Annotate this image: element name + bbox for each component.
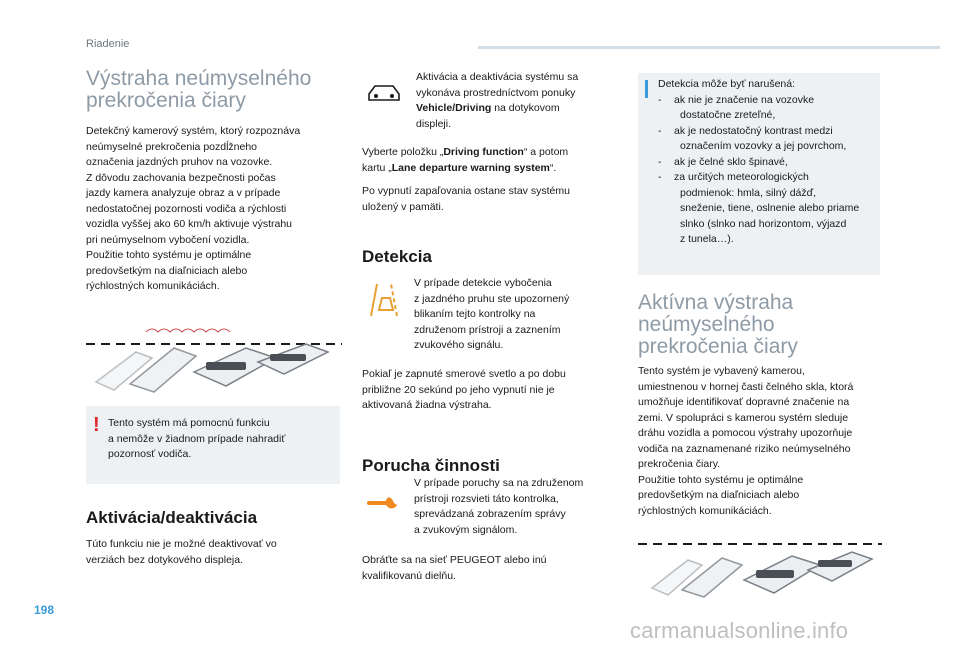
instruction-text: “ a potom (523, 146, 569, 158)
section-title-line: prekročenia čiary (638, 335, 798, 358)
activation-heading: Aktivácia/deaktivácia (86, 508, 258, 527)
col1-title (86, 68, 311, 112)
note-line: Aktivácia a deaktivácia systému sa (416, 71, 579, 83)
body-line: pri neúmyselnom vybočení vozidla. (86, 233, 250, 246)
lane-departure-illustration (86, 322, 342, 400)
exclamation-icon: ! (93, 414, 100, 436)
list-item (644, 170, 859, 248)
body-line: uložený v pamäti. (362, 200, 444, 213)
col3-title (638, 292, 798, 358)
body-line: Po vypnutí zapaľovania ostane stav systému (362, 185, 570, 197)
body-line: neúmyselné prekročenia pozdĺžneho (86, 140, 258, 153)
instruction-text: Vyberte položku „ (362, 146, 444, 158)
list-line: slnko (slnko nad horizontom, výjazd (680, 217, 847, 230)
header-divider (478, 46, 940, 49)
instruction-text: kartu „ (362, 161, 392, 174)
body-line: umožňuje identifikovať dopravné značenie na (638, 396, 850, 408)
tab-name: Lane departure warning system (391, 161, 550, 174)
detection-heading: Detekcia (362, 247, 432, 266)
body-line: približne 20 sekúnd po jeho vypnutí nie je (362, 383, 555, 396)
body-line: jazdy kamera analyzuje obraz a v prípade (86, 187, 281, 199)
col3-body (638, 364, 853, 519)
list-line: - ak je čelné sklo špinavé, (674, 155, 788, 168)
wrench-icon (367, 494, 401, 512)
warning-line: pozornosť vodiča. (108, 448, 192, 460)
select-instruction (362, 145, 568, 176)
list-line: - ak nie je značenie na vozovke (674, 93, 815, 106)
steering-wheel-icon (367, 82, 401, 102)
info-content (658, 77, 859, 248)
body-line: Túto funkciu nie je možné deaktivovať vo (86, 538, 277, 550)
lane-departure-icon (367, 282, 401, 318)
list-item (644, 93, 859, 124)
instruction-line (362, 145, 568, 161)
note-line: displeji. (416, 117, 452, 130)
body-line: prekročenia čiary. (638, 458, 721, 470)
section-title-line: Aktívna výstraha (638, 291, 794, 314)
instruction-text: “. (549, 161, 557, 174)
list-line: označením vozovky a jej povrchom, (680, 140, 847, 152)
instruction-line (362, 161, 568, 177)
list-line: - ak je nedostatočný kontrast medzi (674, 124, 833, 137)
warning-line: a nemôže v žiadnom prípade nahradiť (108, 432, 286, 445)
section-label: Riadenie (86, 38, 130, 50)
contact-text (362, 553, 547, 584)
fault-heading: Porucha činnosti (362, 456, 500, 475)
activation-text (86, 537, 277, 568)
list-line: - za určitých meteorologických (674, 171, 809, 183)
lane-departure-illustration-active (612, 530, 882, 600)
note-line (416, 101, 578, 117)
list-line: dostatočne zreteľné, (680, 109, 776, 121)
watermark: carmanualsonline.info (630, 618, 849, 643)
body-line: Detekčný kamerový systém, ktorý rozpoznáva (86, 125, 301, 137)
list-item (644, 155, 859, 171)
body-line: a zvukovým signálom. (414, 523, 518, 536)
body-line: V prípade poruchy sa na združenom (414, 477, 584, 489)
warning-text (108, 416, 285, 463)
body-line: označenia jazdných pruhov na vozovke. (86, 156, 273, 168)
warning-line: Tento systém má pomocnú funkciu (108, 417, 270, 429)
body-line: aktivovaná žiadna výstraha. (362, 399, 492, 411)
body-line: z jazdného pruhu ste upozornený (414, 292, 570, 305)
body-line: dráhu vozidla a pomocou výstrahy upozorňuje (638, 427, 853, 439)
body-line: vozidla vyššej ako 60 km/h aktivuje výstrahu (86, 218, 293, 230)
note-text: na dotykovom (491, 102, 560, 114)
body-line: vodiča na zaznamenané riziko neúmyselného (638, 442, 851, 455)
col1-body (86, 124, 346, 295)
body-line: nedostatočnej pozornosti vodiča a rýchlosti (86, 202, 287, 215)
body-line: blikaním tejto kontrolky na (414, 308, 536, 320)
body-line: rýchlostných komunikáciách. (638, 504, 772, 517)
list-line: z tunela…). (680, 233, 734, 245)
list-item (644, 124, 859, 155)
activation-note (416, 70, 578, 132)
page-number: 198 (34, 603, 55, 617)
body-line: rýchlostných komunikáciách. (86, 280, 220, 292)
body-line: kvalifikovanú dielňu. (362, 569, 456, 582)
info-title: Detekcia môže byť narušená: (658, 78, 796, 90)
menu-name: Vehicle/Driving (416, 102, 492, 114)
section-title-line: neúmyselného (638, 313, 775, 336)
body-line: V prípade detekcie vybočenia (414, 277, 552, 289)
body-line: Použitie tohto systému je optimálne (638, 473, 804, 486)
body-line: Obráťte sa na sieť PEUGEOT alebo inú (362, 554, 547, 566)
info-list (644, 93, 859, 248)
body-line: Z dôvodu zachovania bezpečnosti počas (86, 171, 276, 184)
detection-text (414, 276, 569, 354)
section-title-line: prekročenia čiary (86, 89, 246, 112)
menu-item-name: Driving function (443, 146, 524, 158)
list-line: sneženie, tiene, oslnenie alebo priame (680, 202, 860, 214)
note-line: vykonáva prostredníctvom ponuky (416, 86, 576, 99)
fault-text (414, 476, 583, 538)
body-line: Tento systém je vybavený kamerou, (638, 365, 805, 377)
indicator-text (362, 367, 566, 414)
body-line: Pokiaľ je zapnuté smerové svetlo a po dobu (362, 368, 566, 380)
body-line: sprevádzaná zobrazením správy (414, 508, 566, 520)
section-title-line: Výstraha neúmyselného (86, 67, 312, 90)
body-line: prístroji rozsvieti táto kontrolka, (414, 492, 559, 505)
body-line: predovšetkým na diaľniciach alebo (86, 264, 248, 277)
list-line: podmienok: hmla, silný dážď, (680, 186, 817, 199)
body-line: zvukového signálu. (414, 339, 504, 351)
body-line: Použitie tohto systému je optimálne (86, 249, 252, 261)
memory-text (362, 184, 570, 215)
body-line: zemi. V spolupráci s kamerou systém sleduje (638, 411, 849, 424)
body-line: verziách bez dotykového displeja. (86, 553, 244, 566)
body-line: predovšetkým na diaľniciach alebo (638, 489, 800, 501)
body-line: umiestnenou v hornej časti čelného skla, ktorá (638, 380, 854, 393)
body-line: združenom prístroji a zaznením (414, 323, 561, 336)
